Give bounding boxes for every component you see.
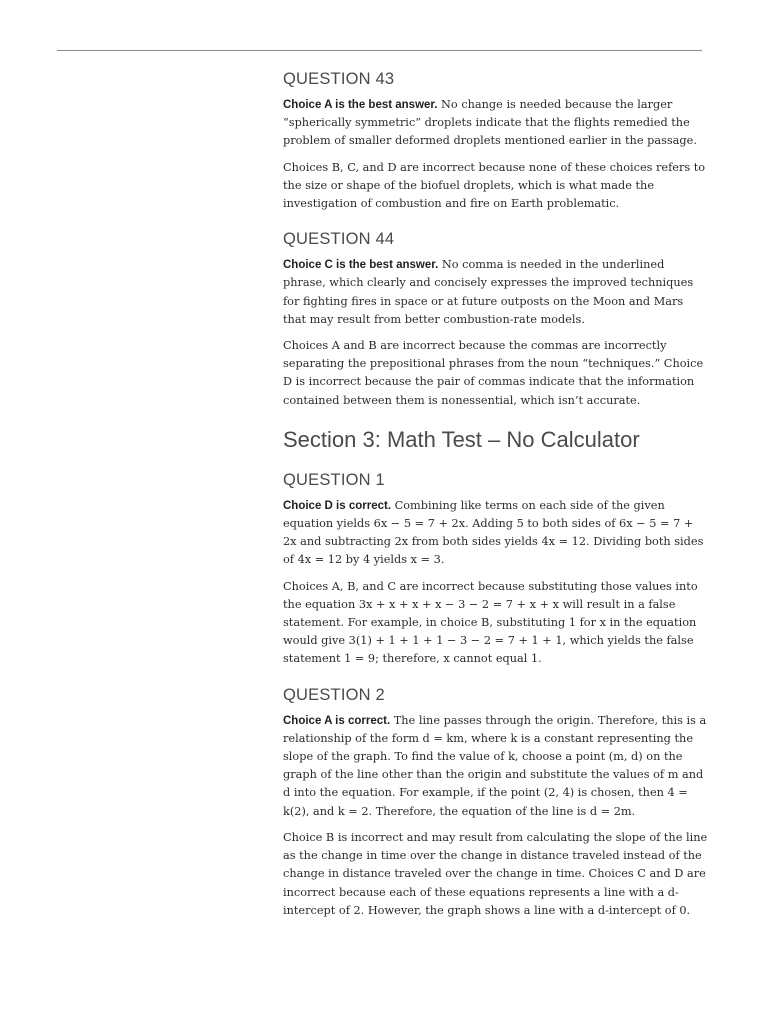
question-heading: QUESTION 2: [283, 685, 385, 704]
answer-lead: Choice D is correct.: [283, 499, 392, 512]
answer-lead: Choice A is the best answer.: [283, 99, 438, 111]
answer-paragraph: [283, 256, 708, 329]
answer-column: [283, 70, 708, 937]
explanation-paragraph: [283, 578, 708, 669]
question-44: [283, 230, 708, 410]
section-title: Section 3: Math Test – No Calculator: [283, 426, 640, 452]
explanation-paragraph: [283, 159, 708, 214]
answer-text: No comma is needed in the underlined phrase, which clearly and concisely expresses the improved techniques for fighting fires in space or at future outposts on the Moon and Mars that may result from better combustion-rate models.: [283, 258, 694, 326]
top-rule: [57, 50, 702, 51]
question-2: [283, 686, 708, 920]
explanation-text: Choices B, C, and D are incorrect because none of these choices refers to the size or shape of the biofuel droplets, which is what made the investigation of combustion and fire on Earth problematic.: [283, 160, 706, 211]
answer-text: The line passes through the origin. Therefore, this is a relationship of the form d = km, where k is a constant representing the slope of the graph. To find the value of k, choose a point (m, d) on the graph of the line other than the origin and substitute the values of m and d into the equation. For example, if the point (2, 4) is chosen, then 4 = k(2), and k = 2. Therefore, the equation of the line is d = 2m.: [283, 713, 707, 818]
answer-text: No change is needed because the larger “spherically symmetric” droplets indicate that the flights remedied the problem of smaller deformed droplets mentioned earlier in the passage.: [283, 98, 697, 148]
answer-lead: Choice A is correct.: [283, 714, 391, 727]
question-43: [283, 70, 708, 213]
explanation-text: Choices A and B are incorrect because the commas are incorrectly separating the prepositional phrases from the noun “techniques.” Choice D is incorrect because the pair of commas indicate that the information contained between them is nonessential, which isn’t accurate.: [283, 339, 704, 407]
explanation-paragraph: [283, 337, 708, 410]
answer-paragraph: [283, 712, 708, 821]
explanation-text: Choice B is incorrect and may result from calculating the slope of the line as the change in time over the change in distance traveled instead of the change in distance traveled over the change in time. Choices C and D are incorrect because each of these equations represents a line with a d-intercept of 2. However, the graph shows a line with a d-intercept of 0.: [283, 830, 708, 917]
question-1: [283, 471, 708, 669]
explanation-paragraph: [283, 829, 708, 920]
answer-lead: Choice C is the best answer.: [283, 259, 439, 272]
question-heading: QUESTION 43: [283, 70, 395, 88]
question-heading: QUESTION 1: [283, 470, 385, 489]
question-heading: QUESTION 44: [283, 230, 395, 249]
explanation-text: Choices A, B, and C are incorrect because substituting those values into the equation 3x + x + x + x − 3 − 2 = 7 + x + x will result in a false statement. For example, in choice B, substituting 1 for x in the equation would give 3(1) + 1 + 1 + 1 − 3 − 2 = 7 + 1 + 1, which yields the false statement 1 = 9; therefore, x cannot equal 1.: [283, 579, 698, 666]
answer-paragraph: [283, 96, 708, 151]
answer-text: Combining like terms on each side of the given equation yields 6x − 5 = 7 + 2x. Adding 5 to both sides of 6x − 5 = 7 + 2x and subtracting 2x from both sides yields 4x = 12. Dividing both sides of 4x = 12 by 4 yields x = 3.: [283, 498, 704, 567]
answer-paragraph: [283, 497, 708, 570]
